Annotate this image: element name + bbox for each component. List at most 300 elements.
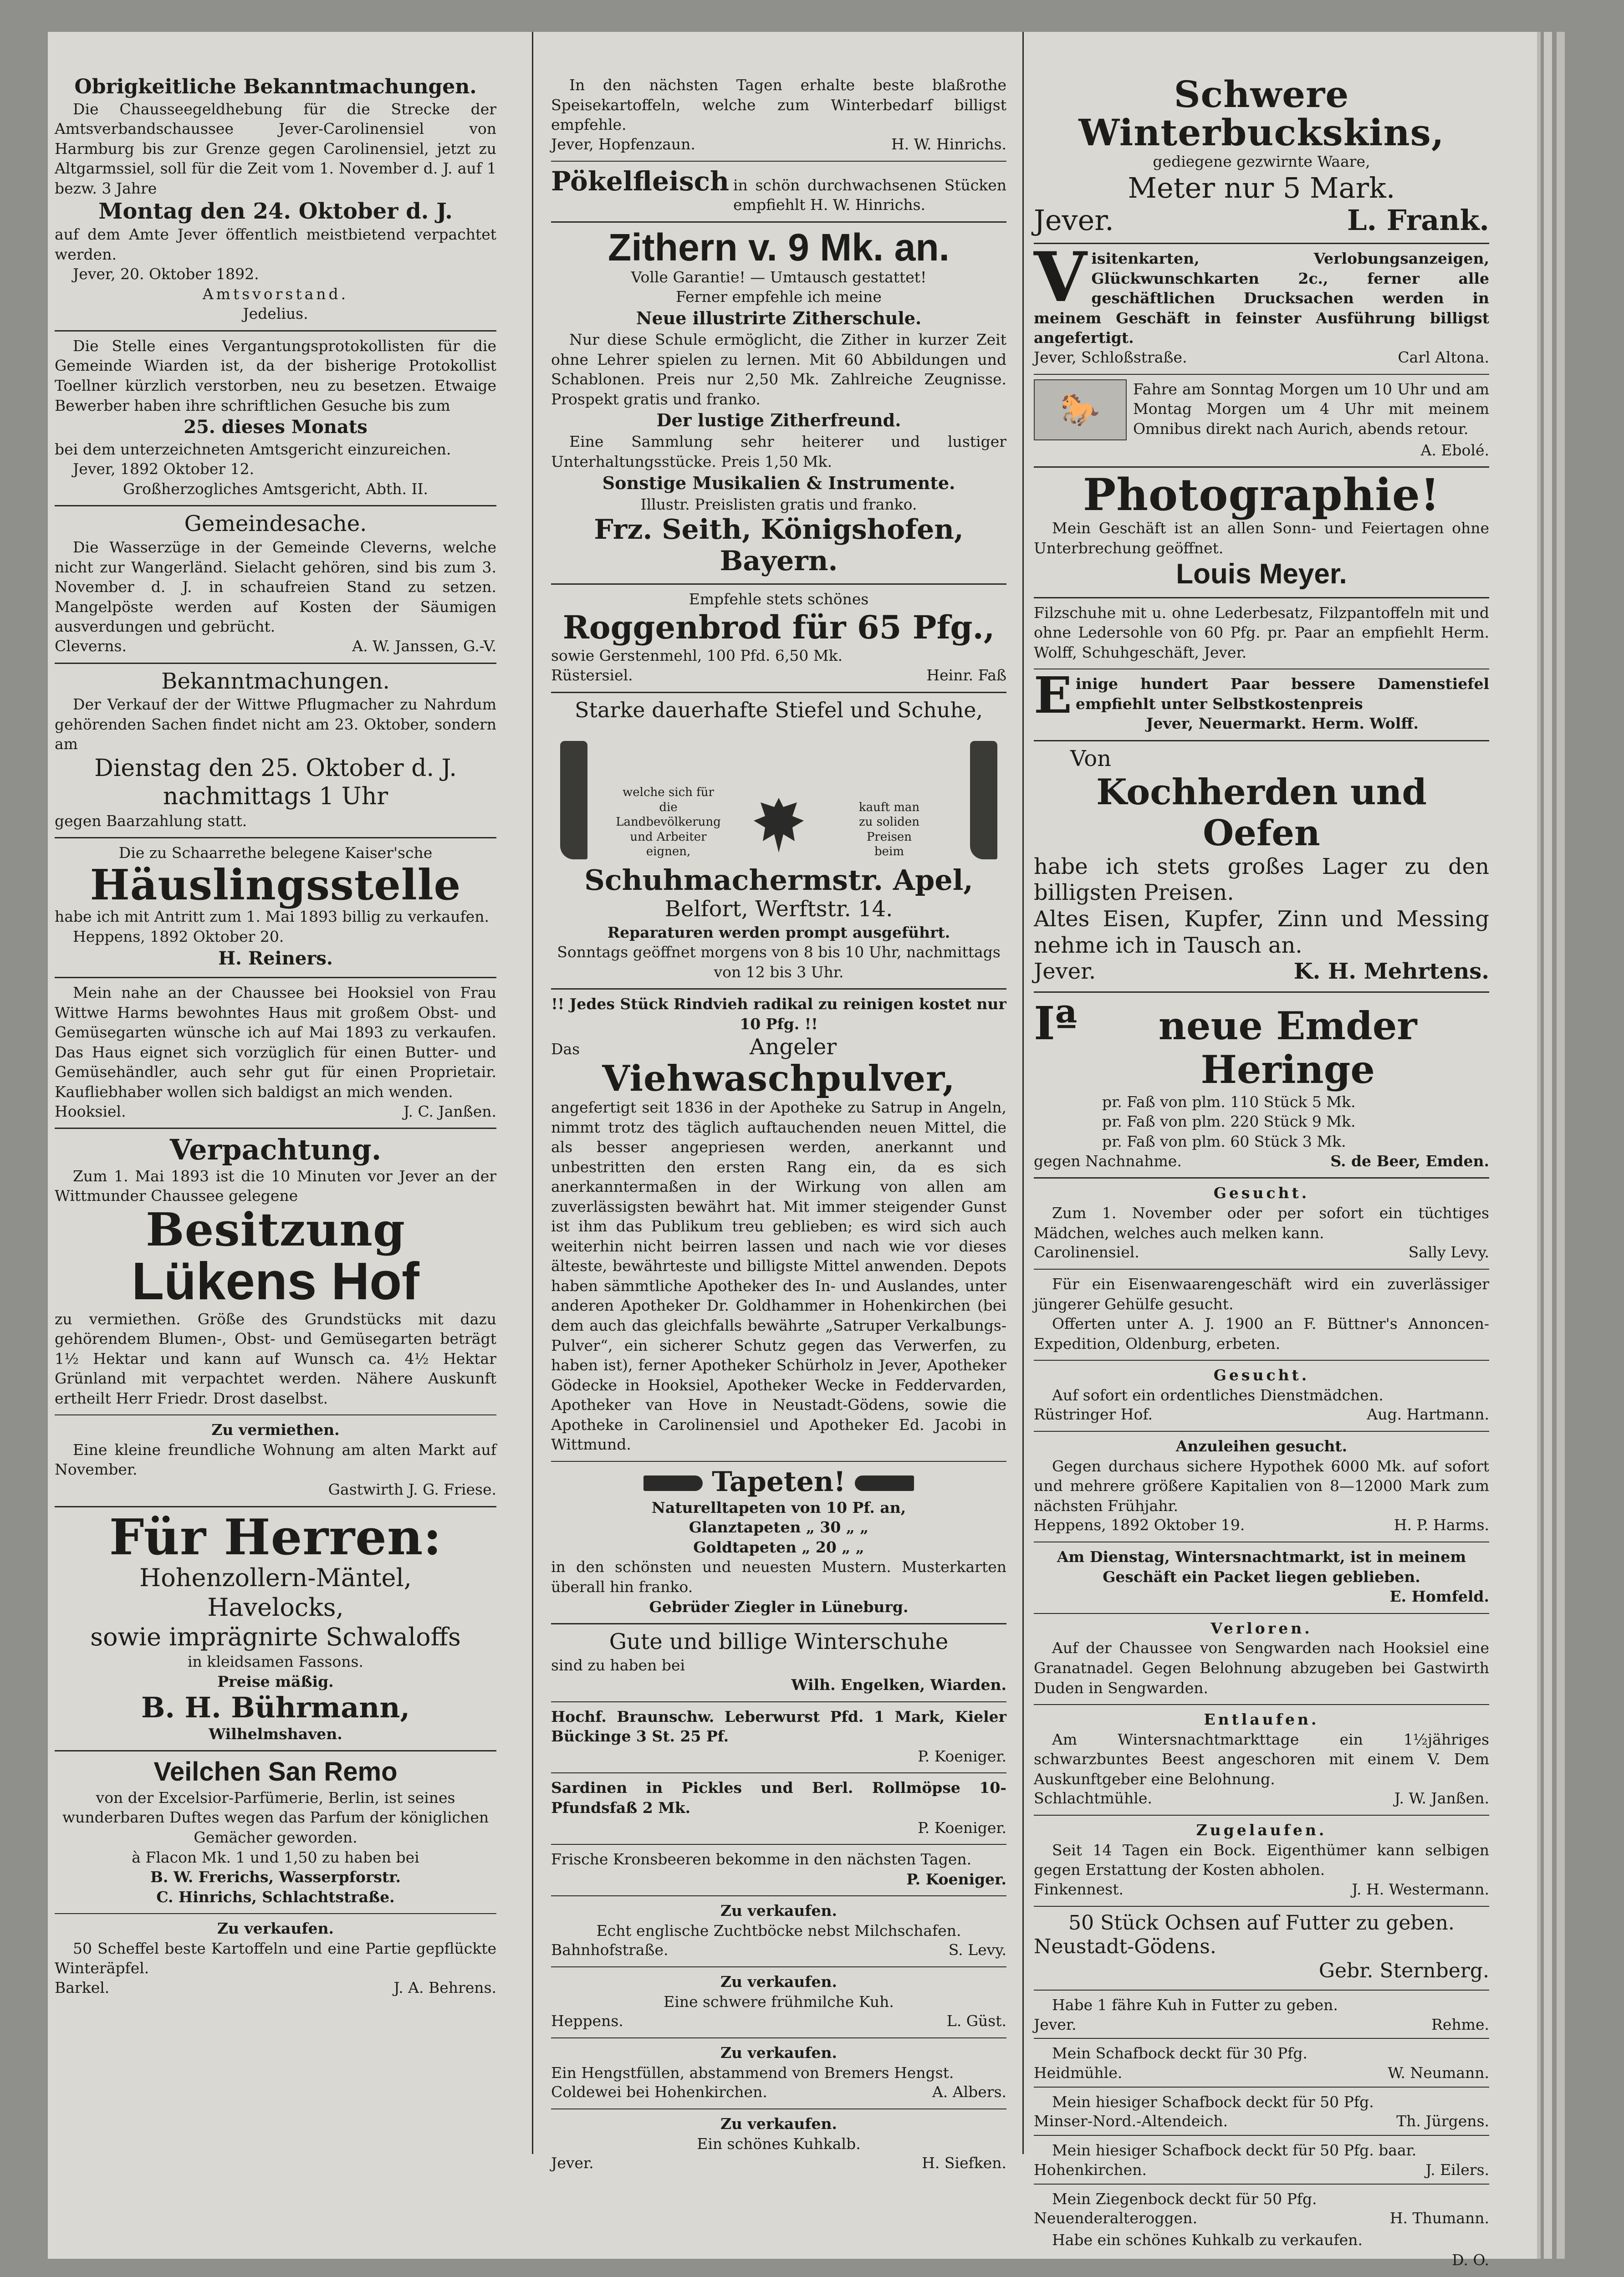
ad-address: Belfort, Werftstr. 14. bbox=[664, 896, 893, 922]
ad-city: Wilhelmshaven. bbox=[209, 1725, 342, 1743]
divider bbox=[551, 583, 1006, 585]
divider bbox=[55, 1913, 496, 1914]
ad-signature: H. Thumann. bbox=[1389, 2209, 1489, 2227]
ad-text: Mein hiesiger Schafbock deckt für 50 Pfg. bbox=[1052, 2093, 1374, 2111]
ad-subhead bbox=[551, 1034, 1006, 1061]
ad-line: Illustr. Preislisten gratis und franko. bbox=[640, 495, 917, 513]
eagle-icon bbox=[749, 791, 808, 859]
divider bbox=[55, 837, 496, 838]
ad-line: Meter nur 5 Mark. bbox=[1128, 171, 1395, 204]
ad-place: Hohenkirchen. bbox=[1034, 2160, 1147, 2179]
ad-text: sind zu haben bei bbox=[551, 1656, 685, 1674]
ad-title: Pökelfleisch bbox=[551, 165, 730, 197]
ad-title: Zu verkaufen. bbox=[217, 1920, 334, 1938]
ad-text: Eine Sammlung sehr heiterer und lustiger Unterhaltungsstücke. Preis 1,50 Mk. bbox=[551, 433, 1006, 470]
ad-das: Das bbox=[551, 1040, 580, 1058]
divider bbox=[1034, 1990, 1489, 1991]
ad-place: Jever. bbox=[1034, 959, 1096, 985]
ad-signature-row bbox=[1034, 1152, 1489, 1171]
ad-place: Bahnhofstraße. bbox=[551, 1941, 669, 1959]
ad-text: in den schönsten und neuesten Mustern. Musterkarten überall hin franko. bbox=[551, 1558, 1006, 1596]
ad-house-sale bbox=[55, 983, 496, 1121]
ad-place: Heppens. bbox=[551, 2012, 623, 2030]
ad-title: Anzuleihen gesucht. bbox=[1175, 1437, 1348, 1455]
columns bbox=[55, 73, 1489, 2269]
ad-text: Sardinen in Pickles und Berl. Rollmöpse 10-Pfundsfaß 2 Mk. bbox=[551, 1779, 1006, 1817]
notice-gemeinde bbox=[55, 511, 496, 656]
ad-title: Zu verkaufen. bbox=[720, 2044, 838, 2062]
ad-text: Auf sofort ein ordentliches Dienstmädchen. bbox=[1052, 1386, 1384, 1404]
ad-signature: P. Koeniger. bbox=[918, 1818, 1006, 1837]
ad-heading-1: Besitzung bbox=[146, 1202, 405, 1256]
ad-text: isitenkarten, Verlobungsanzeigen, Glückwunschkarten 2c., ferner alle geschäftlichen Drucksachen werden in meinem Geschäft in feinster Ausführung billigst angefertigt. bbox=[1034, 250, 1489, 347]
ad-place: Jever, 20. Oktober 1892. bbox=[73, 265, 259, 283]
column-3 bbox=[1034, 73, 1489, 2269]
divider bbox=[1034, 597, 1489, 598]
ad-title: Obrigkeitliche Bekanntmachungen. bbox=[74, 75, 477, 98]
ad-text: zu vermiethen. Größe des Grundstücks mit dazu gehörendem Blumen-, Obst- und Gemüsegarten beträgt 1½ Hektar und kann auf Wunsch ca. 4½ Hektar Grünland mit verpachtet werden. Nähere Auskunft ertheilt Herr Friedr. Drost daselbst. bbox=[55, 1310, 496, 1407]
ad-line: B. W. Frerichs, Wasserpforstr. bbox=[150, 1868, 401, 1886]
divider bbox=[55, 1506, 496, 1507]
ad-signature-row bbox=[1034, 2209, 1489, 2228]
divider bbox=[551, 2037, 1006, 2038]
ad-veilchen bbox=[55, 1756, 496, 1907]
ad-signature-row bbox=[1034, 1789, 1489, 1808]
ad-signature: S. de Beer, Emden. bbox=[1330, 1152, 1489, 1170]
ad-line: Der lustige Zitherfreund. bbox=[656, 410, 901, 431]
ad-fuer-herren bbox=[55, 1508, 496, 1744]
ad-zuchtboecke bbox=[551, 1901, 1006, 1960]
ad-stiefel bbox=[551, 698, 1006, 982]
ad-text: Mein Geschäft ist an allen Sonn- und Feiertagen ohne Unterbrechung geöffnet. bbox=[1034, 519, 1489, 557]
ad-signature: Jever, Neuermarkt. Herm. Wolff. bbox=[1146, 715, 1419, 733]
ad-signature-row bbox=[1034, 348, 1489, 368]
ad-signature-row bbox=[551, 1940, 1006, 1960]
ad-line: C. Hinrichs, Schlachtstraße. bbox=[156, 1888, 395, 1906]
ad-title: Zu verkaufen. bbox=[720, 1973, 838, 1991]
divider bbox=[551, 1966, 1006, 1967]
ad-line: sowie imprägnirte Schwaloffs bbox=[90, 1622, 461, 1651]
ad-signature: H. P. Harms. bbox=[1394, 1516, 1489, 1534]
ad-line: pr. Faß von plm. 220 Stück 9 Mk. bbox=[1102, 1113, 1356, 1131]
ad-signature-row bbox=[1034, 1880, 1489, 1899]
drop-cap: V bbox=[1034, 237, 1087, 318]
ad-angeler: Angeler bbox=[749, 1034, 837, 1060]
divider bbox=[1034, 1177, 1489, 1179]
ad-signature: J. Eilers. bbox=[1425, 2160, 1489, 2179]
ad-signature-row bbox=[1034, 1243, 1489, 1262]
ad-name: Schuhmachermstr. Apel, bbox=[584, 863, 973, 897]
ad-signature: J. A. Behrens. bbox=[393, 1978, 496, 1996]
ad-text: Gegen durchaus sichere Hypothek 6000 Mk. auf sofort und mehrere größere Kapitalien von 8—12000 Mark zum nächsten Frühjahr. bbox=[1034, 1457, 1489, 1515]
ad-poekelfleisch bbox=[551, 166, 1006, 215]
ad-text: angefertigt seit 1836 in der Apotheke zu Satrup in Angeln, nimmt trotz des täglich auftauchenden neuen Mittel, die als besser angepriesen werden, anerkannt und unbestritten den ersten Rang ein, da es sich anerkanntermaßen in der Wirkung von allen am zuverlässigsten bewährt hat. Mit immer steigender Gunst ist ihm das Publikum treu geblieben; es wird sich auch weiterhin nicht beirren lassen und nach wie vor dieses älteste, bewährteste und billigste Mittel anwenden. Depots haben sämmtliche Apotheker des In- und Auslandes, unter anderen Apotheker Dr. Goldhammer in Hohenkirchen (bei dem auch das gleichfalls bewährte „Satruper Verkalbungs-Pulver“, ein sicherer Schutz gegen das Verwerfen, zu haben ist), ferner Apotheker Schürholz in Jever, Apotheker Gödecke in Hooksiel, Apotheker Wecke in Feddervarden, Apotheker van Hove in Neustadt-Gödens, sowie die Apotheke in Carolinensiel und Apotheker Ed. Jacobi in Wittmund. bbox=[551, 1098, 1006, 1454]
ad-tapeten bbox=[551, 1466, 1006, 1617]
ad-time: nachmittags 1 Uhr bbox=[163, 783, 388, 811]
divider bbox=[55, 1128, 496, 1129]
ad-office: Großherzogliches Amtsgericht, Abth. II. bbox=[123, 480, 429, 498]
ad-signature-row bbox=[1034, 1516, 1489, 1535]
ad-signature: J. C. Janßen. bbox=[403, 1102, 496, 1120]
ad-place: Rüstersiel. bbox=[551, 666, 633, 684]
ad-line: Reparaturen werden prompt ausgeführt. bbox=[607, 923, 950, 941]
ad-signature: W. Neumann. bbox=[1388, 2064, 1489, 2082]
ad-signature: L. Frank. bbox=[1347, 203, 1489, 237]
column-1 bbox=[55, 75, 496, 2216]
ad-title: Gemeindesache. bbox=[184, 511, 367, 537]
ad-text: sowie Gerstenmehl, 100 Pfd. 6,50 Mk. bbox=[551, 647, 843, 665]
ad-text: 50 Scheffel beste Kartoffeln und eine Partie gepflückte Winteräpfel. bbox=[55, 1939, 496, 1977]
ad-text: Habe 1 fähre Kuh in Futter zu geben. bbox=[1052, 1996, 1338, 2014]
ad-text: auf dem Amte Jever öffentlich meistbietend verpachtet werden. bbox=[55, 225, 496, 263]
divider bbox=[1034, 374, 1489, 375]
divider bbox=[551, 692, 1006, 693]
ad-fuetter-kuh bbox=[1034, 1995, 1489, 2034]
divider bbox=[1034, 1815, 1489, 1816]
divider bbox=[551, 161, 1006, 162]
ad-heringe bbox=[1034, 997, 1489, 1171]
ad-title: Gesucht. bbox=[1213, 1366, 1310, 1384]
ad-cap: Iª bbox=[1034, 996, 1078, 1050]
ad-text: Zum 1. Mai 1893 ist die 10 Minuten vor Jever an der Wittmunder Chaussee gelegene bbox=[55, 1167, 496, 1205]
divider bbox=[1034, 2038, 1489, 2039]
ad-verloren bbox=[1034, 1618, 1489, 1698]
ad-date: Dienstag den 25. Oktober d. J. bbox=[94, 754, 457, 782]
ad-signature: Th. Jürgens. bbox=[1396, 2112, 1489, 2130]
ad-viehwaschpulver bbox=[551, 994, 1006, 1454]
ad-text: Mein Schafbock deckt für 30 Pfg. bbox=[1052, 2044, 1307, 2063]
ad-place: Neustadt-Gödens. bbox=[1034, 1935, 1216, 1959]
ad-ochsen bbox=[1034, 1911, 1489, 1983]
ad-title: Zithern v. 9 Mk. an. bbox=[608, 225, 950, 269]
ad-line: à Flacon Mk. 1 und 1,50 zu haben bei bbox=[132, 1848, 419, 1866]
ad-signature: H. W. Hinrichs. bbox=[891, 135, 1006, 153]
ad-place: Jever, Schloßstraße. bbox=[1034, 348, 1187, 366]
ad-signature: P. Koeniger. bbox=[918, 1747, 1006, 1765]
ad-title-row bbox=[551, 1466, 1006, 1498]
ad-title: Schwere Winterbuckskins, bbox=[1078, 73, 1445, 154]
ad-packet bbox=[1034, 1547, 1489, 1607]
ad-place: Heidmühle. bbox=[1034, 2064, 1123, 2082]
divider bbox=[1034, 2184, 1489, 2185]
ad-text: Frische Kronsbeeren bekomme in den nächsten Tagen. bbox=[551, 1850, 972, 1869]
ad-gesucht-maedchen bbox=[1034, 1183, 1489, 1262]
ad-place: Neuenderalteroggen. bbox=[1034, 2209, 1198, 2227]
divider bbox=[551, 1844, 1006, 1845]
ad-verpachtung bbox=[55, 1133, 496, 1408]
divider bbox=[1034, 1704, 1489, 1705]
pointing-hand-icon bbox=[643, 1475, 703, 1491]
ad-pretext: Empfehle stets schönes bbox=[689, 590, 869, 608]
ad-place: Jever. bbox=[551, 2154, 594, 2172]
ad-omnibus bbox=[1034, 379, 1489, 460]
ad-anzuleihen bbox=[1034, 1436, 1489, 1535]
ad-title: Zu vermiethen. bbox=[211, 1421, 340, 1439]
ad-text: habe ich stets großes Lager zu den billigsten Preisen. bbox=[1034, 853, 1489, 906]
ad-kuh bbox=[551, 1972, 1006, 2031]
ad-text: Filzschuhe mit u. ohne Lederbesatz, Filzpantoffeln mit und ohne Ledersohle von 60 Pfg. pr. Paar an empfiehlt Herm. Wolff, Schuhgeschäft, Jever. bbox=[1034, 603, 1489, 661]
ad-signature-row bbox=[55, 637, 496, 656]
ad-signature: Wilh. Engelken, Wiarden. bbox=[791, 1676, 1006, 1694]
ad-line: in kleidsamen Fassons. bbox=[188, 1653, 363, 1671]
ad-signature: Aug. Hartmann. bbox=[1367, 1405, 1489, 1424]
ad-signature-row bbox=[1034, 2063, 1489, 2083]
ad-signature-row bbox=[1034, 2160, 1489, 2180]
ad-title: Für Herren: bbox=[109, 1508, 442, 1566]
ad-title: Zu verkaufen. bbox=[720, 2115, 838, 2133]
ad-buckskins bbox=[1034, 75, 1489, 236]
ad-text: inige hundert Paar bessere Damenstiefel empfiehlt unter Selbstkostenpreis bbox=[1075, 675, 1489, 713]
boot-icon bbox=[560, 741, 587, 859]
ad-text: Eine kleine freundliche Wohnung am alten Markt auf November. bbox=[55, 1440, 496, 1479]
ad-signature-row bbox=[55, 1978, 496, 1998]
divider bbox=[1034, 2087, 1489, 2088]
ad-text: Fahre am Sonntag Morgen um 10 Uhr und am Montag Morgen um 4 Uhr mit meinem Omnibus direkt nach Aurich, abends retour. bbox=[1133, 380, 1489, 438]
divider bbox=[551, 1895, 1006, 1896]
column-2 bbox=[551, 75, 1006, 2216]
ad-signature: L. Güst. bbox=[946, 2012, 1006, 2030]
ad-title: neue Emder Heringe bbox=[1158, 1003, 1417, 1093]
ad-title: Viehwaschpulver, bbox=[602, 1058, 955, 1100]
ad-office: Amtsvorstand. bbox=[202, 285, 349, 303]
ad-title: Verpachtung. bbox=[169, 1133, 382, 1167]
ad-title: 50 Stück Ochsen auf Futter zu geben. bbox=[1068, 1911, 1455, 1935]
official-notice bbox=[55, 75, 496, 324]
ad-title: Veilchen San Remo bbox=[153, 1757, 398, 1787]
ad-signature-row bbox=[551, 2012, 1006, 2031]
ad-potatoes bbox=[55, 1919, 496, 1998]
ad-title: Entlaufen. bbox=[1204, 1710, 1319, 1729]
ad-signature-row bbox=[551, 2083, 1006, 2102]
ad-title: Roggenbrod für 65 Pfg., bbox=[562, 608, 995, 646]
ad-left-text: welche sich für die Landbevölkerung und Arbeiter eignen, bbox=[616, 786, 721, 859]
divider bbox=[1034, 1431, 1489, 1432]
divider bbox=[1034, 466, 1489, 468]
ad-signature: Gastwirth J. G. Friese. bbox=[328, 1481, 496, 1499]
ad-signature: A. Ebolé. bbox=[1420, 441, 1489, 459]
ad-schafbock-2 bbox=[1034, 2092, 1489, 2131]
ad-visitenkarten bbox=[1034, 237, 1489, 368]
notice-auction bbox=[55, 669, 496, 831]
ad-text: in schön durchwachsenen Stücken empfiehlt H. W. Hinrichs. bbox=[733, 176, 1006, 214]
ad-signature-row bbox=[1034, 959, 1489, 985]
ad-place: Barkel. bbox=[55, 1978, 110, 1996]
ad-signature-row bbox=[551, 135, 1006, 154]
divider bbox=[55, 663, 496, 664]
ad-signature: Rehme. bbox=[1431, 2015, 1489, 2033]
ad-text: Echt englische Zuchtböcke nebst Milchschafen. bbox=[596, 1921, 961, 1940]
ad-schafbock-1 bbox=[1034, 2043, 1489, 2083]
ad-line: Volle Garantie! — Umtausch gestattet! bbox=[631, 268, 927, 286]
ad-signature-row bbox=[1034, 204, 1489, 236]
ad-place: Coldewei bei Hohenkirchen. bbox=[551, 2083, 767, 2101]
ad-text: Der Verkauf der der Wittwe Pflugmacher zu Nahrdum gehörenden Sachen findet nicht am 23. Oktober, sondern am bbox=[55, 695, 496, 753]
ad-line: Goldtapeten „ 20 „ „ bbox=[693, 1538, 864, 1556]
divider bbox=[551, 988, 1006, 990]
ad-line: Preise mäßig. bbox=[217, 1672, 334, 1690]
ad-kochherden bbox=[1034, 746, 1489, 985]
ad-heading-2: Lükens Hof bbox=[132, 1251, 419, 1311]
ad-signature-row bbox=[1034, 2015, 1489, 2035]
ad-sardinen bbox=[551, 1778, 1006, 1838]
ad-place: Jever, 1892 Oktober 12. bbox=[73, 460, 255, 478]
ad-text: Mein nahe an der Chaussee bei Hooksiel von Frau Wittwe Harms bewohntes Haus mit großem Obst- und Gemüsegarten wünsche ich auf Mai 1893 zu verkaufen. Das Haus eignet sich vorzüglich für einen Butter- und Gemüsehändler, auch sehr gut für einen Proprietair. Kaufliebhaber wollen sich baldigst an mich wenden. bbox=[55, 984, 496, 1101]
ad-title: Häuslingsstelle bbox=[90, 860, 461, 909]
ad-signature: E. Homfeld. bbox=[1389, 1588, 1489, 1606]
ad-text: Die Chausseegeldhebung für die Strecke der Amtsverbandschaussee Jever-Carolinensiel von Harmburg bis zur Grenze gegen Carolinensiel, jetzt zu Altgarmssiel, soll für die Zeit vom 1. November d. J. auf 1 bezw. 3 Jahre bbox=[55, 100, 496, 197]
divider bbox=[551, 1461, 1006, 1462]
ad-signature-row bbox=[1034, 1405, 1489, 1424]
ad-rent bbox=[55, 1420, 496, 1499]
ad-title: Zu verkaufen. bbox=[720, 1902, 838, 1920]
ad-signature: D. O. bbox=[1452, 2251, 1489, 2269]
ad-signature: A. W. Janssen, G.-V. bbox=[352, 637, 496, 655]
ad-zugelaufen bbox=[1034, 1820, 1489, 1899]
ad-text: Nur diese Schule ermöglicht, die Zither in kurzer Zeit ohne Lehrer spielen zu lernen. Mit 60 Abbildungen und Schablonen. Preis nur 2,50 Mk. Zahlreiche Zeugnisse. Prospekt gratis und franko. bbox=[551, 331, 1006, 408]
ad-place: Carolinensiel. bbox=[1034, 1243, 1139, 1261]
ad-title: Verloren. bbox=[1210, 1619, 1312, 1637]
ad-text: Ein schönes Kuhkalb. bbox=[697, 2134, 861, 2153]
ad-place: Finkennest. bbox=[1034, 1880, 1124, 1898]
ad-place: Rüstringer Hof. bbox=[1034, 1405, 1153, 1424]
ad-signature: Carl Altona. bbox=[1398, 348, 1489, 366]
ad-line: Sonstige Musikalien & Instrumente. bbox=[602, 472, 955, 493]
ad-line: Neue illustrirte Zitherschule. bbox=[636, 307, 922, 328]
notice-protocol bbox=[55, 336, 496, 499]
ad-text: Die Wasserzüge in der Gemeinde Cleverns, welche nicht zur Wangerländ. Sielacht gehören, sind bis zum 3. November d. J. in schaufreien Stand zu setzen. Mangelpöste werden auf Kosten der Säumigen ausverdungen und gebrücht. bbox=[55, 538, 496, 636]
ad-signature-row bbox=[55, 1102, 496, 1122]
ad-line: pr. Faß von plm. 110 Stück 5 Mk. bbox=[1102, 1093, 1356, 1111]
drop-cap: E bbox=[1034, 666, 1072, 725]
ad-hengstfuellen bbox=[551, 2043, 1006, 2102]
ad-title: Photographie! bbox=[1083, 469, 1440, 521]
ad-title: Gesucht. bbox=[1213, 1184, 1310, 1202]
ad-place: Jever, Hopfenzaun. bbox=[551, 135, 695, 153]
boot-illustration bbox=[560, 727, 997, 859]
divider bbox=[551, 1623, 1006, 1624]
ad-signature-row bbox=[551, 666, 1006, 685]
ad-zithern bbox=[551, 227, 1006, 577]
ad-place: Jever. bbox=[1034, 2015, 1077, 2033]
ad-name: Louis Meyer. bbox=[1176, 558, 1347, 590]
divider bbox=[551, 221, 1006, 223]
ad-gehuelfe bbox=[1034, 1274, 1489, 1353]
ad-kronsbeeren bbox=[551, 1849, 1006, 1889]
divider bbox=[1034, 243, 1489, 244]
ad-damenstiefel bbox=[1034, 666, 1489, 734]
ad-schafbock-3 bbox=[1034, 2140, 1489, 2180]
divider bbox=[1034, 1613, 1489, 1614]
ad-place: Hooksiel. bbox=[55, 1102, 126, 1120]
ad-signature: Sally Levy. bbox=[1408, 1243, 1489, 1261]
ad-text: Auf der Chaussee von Sengwarden nach Hooksiel eine Granatnadel. Gegen Belohnung abzugeben bei Gastwirth Duden in Sengwarden. bbox=[1034, 1639, 1489, 1697]
ad-line: Naturelltapeten von 10 Pf. an, bbox=[651, 1498, 906, 1516]
ad-text: bei dem unterzeichneten Amtsgericht einzureichen. bbox=[55, 440, 451, 458]
ad-right-text: kauft man zu soliden Preisen beim bbox=[858, 800, 920, 859]
ad-signature: Jedelius. bbox=[243, 305, 308, 323]
ad-signature: J. W. Janßen. bbox=[1394, 1789, 1489, 1807]
ad-dienstmaedchen bbox=[1034, 1365, 1489, 1424]
divider bbox=[1034, 1269, 1489, 1270]
ad-ziegenbock bbox=[1034, 2189, 1489, 2228]
divider bbox=[55, 505, 496, 506]
ad-signature-row bbox=[551, 2154, 1006, 2173]
ad-text: Ein Hengstfüllen, abstammend von Bremers Hengst. bbox=[551, 2063, 954, 2082]
ad-kuhkalb-do bbox=[1034, 2230, 1489, 2270]
ad-name: Gebrüder Ziegler in Lüneburg. bbox=[649, 1598, 909, 1616]
divider bbox=[551, 1772, 1006, 1773]
divider bbox=[551, 1701, 1006, 1702]
ad-line: Glanztapeten „ 30 „ „ bbox=[689, 1518, 869, 1537]
ad-signature: K. H. Mehrtens. bbox=[1293, 959, 1489, 985]
ad-pretext: Die zu Schaarrethe belegene Kaiser'sche bbox=[118, 844, 433, 862]
page-edge bbox=[1557, 32, 1565, 2259]
ad-text: habe ich mit Antritt zum 1. Mai 1893 billig zu verkaufen. bbox=[55, 908, 489, 926]
divider bbox=[1034, 991, 1489, 993]
ad-line: Havelocks, bbox=[207, 1593, 344, 1622]
divider bbox=[55, 1750, 496, 1751]
ad-line: Sonntags geöffnet morgens von 8 bis 10 Uhr, nachmittags von 12 bis 3 Uhr. bbox=[557, 943, 1001, 981]
ad-text: Für ein Eisenwaarengeschäft wird ein zuverlässiger jüngerer Gehülfe gesucht. bbox=[1034, 1275, 1489, 1313]
ad-signature: H. Siefken. bbox=[922, 2154, 1006, 2172]
divider bbox=[1034, 740, 1489, 741]
pointing-hand-icon bbox=[855, 1475, 914, 1491]
ad-haeuslingsstelle bbox=[55, 843, 496, 970]
ad-pretext: Von bbox=[1070, 745, 1112, 771]
ad-date: Montag den 24. Oktober d. J. bbox=[98, 198, 453, 224]
ad-text: In den nächsten Tagen erhalte beste blaßrothe Speisekartoffeln, welche zum Winterbedarf billigst empfehle. bbox=[551, 76, 1006, 134]
ad-text: Seit 14 Tagen ein Bock. Eigenthümer kann selbigen gegen Erstattung der Kosten abholen. bbox=[1034, 1841, 1489, 1879]
ad-signature: A. Albers. bbox=[932, 2083, 1006, 2101]
ad-signature: J. H. Westermann. bbox=[1352, 1880, 1489, 1898]
ad-title: Starke dauerhafte Stiefel und Schuhe, bbox=[574, 697, 983, 722]
ad-place: Cleverns. bbox=[55, 637, 127, 655]
ad-winterschuhe bbox=[551, 1629, 1006, 1695]
ad-title: Kochherden und Oefen bbox=[1096, 771, 1427, 854]
ad-text: gegen Baarzahlung statt. bbox=[55, 812, 247, 830]
ad-entlaufen bbox=[1034, 1710, 1489, 1808]
ad-title: Gute und billige Winterschuhe bbox=[609, 1629, 949, 1655]
ad-name: Frz. Seith, Königshofen, Bayern. bbox=[594, 514, 964, 577]
divider bbox=[1034, 1360, 1489, 1361]
ad-text: Altes Eisen, Kupfer, Zinn und Messing nehme ich in Tausch an. bbox=[1034, 906, 1489, 958]
divider bbox=[55, 1414, 496, 1415]
ad-signature: H. Reiners. bbox=[218, 947, 333, 969]
ad-text: von der Excelsior-Parfümerie, Berlin, ist seines wunderbaren Duftes wegen das Parfum der königlichen Gemächer geworden. bbox=[62, 1788, 489, 1846]
ad-signature: Heinr. Faß bbox=[926, 666, 1006, 684]
divider bbox=[1034, 1906, 1489, 1907]
ad-line: gediegene gezwirnte Waare, bbox=[1153, 153, 1370, 170]
ad-text: Am Wintersnachtmarkttage ein 1½jähriges schwarzbuntes Beest angeschoren mit einem V. Dem Auskunftgeber eine Belohnung. bbox=[1034, 1730, 1489, 1788]
ad-signature: P. Koeniger. bbox=[906, 1870, 1006, 1888]
page-edge bbox=[1544, 32, 1552, 2259]
ad-roggenbrod bbox=[551, 589, 1006, 685]
ad-name: B. H. Bührmann, bbox=[141, 1691, 410, 1725]
boot-icon bbox=[970, 741, 997, 859]
ad-leberwurst bbox=[551, 1707, 1006, 1766]
ad-text: Mein hiesiger Schafbock deckt für 50 Pfg. baar. bbox=[1052, 2141, 1417, 2160]
ad-filzschuhe bbox=[1034, 603, 1489, 663]
ad-place: Heppens, 1892 Oktober 20. bbox=[73, 927, 284, 945]
ad-text: Die Stelle eines Vergantungsprotokollisten für die Gemeinde Wiarden ist, da der bisherige Protokollist Toellner kürzlich verstorben, neu zu besetzen. Etwaige Bewerber haben ihre schriftlichen Gesuche bis zum bbox=[55, 337, 496, 414]
ad-place: Schlachtmühle. bbox=[1034, 1789, 1152, 1807]
ad-text: Habe ein schönes Kuhkalb zu verkaufen. bbox=[1052, 2231, 1363, 2249]
ad-signature: Gebr. Sternberg. bbox=[1318, 1959, 1489, 1983]
ad-place: Minser-Nord.-Altendeich. bbox=[1034, 2112, 1228, 2130]
divider bbox=[55, 977, 496, 978]
ad-title: Tapeten! bbox=[712, 1465, 846, 1498]
ad-photographie bbox=[1034, 469, 1489, 590]
